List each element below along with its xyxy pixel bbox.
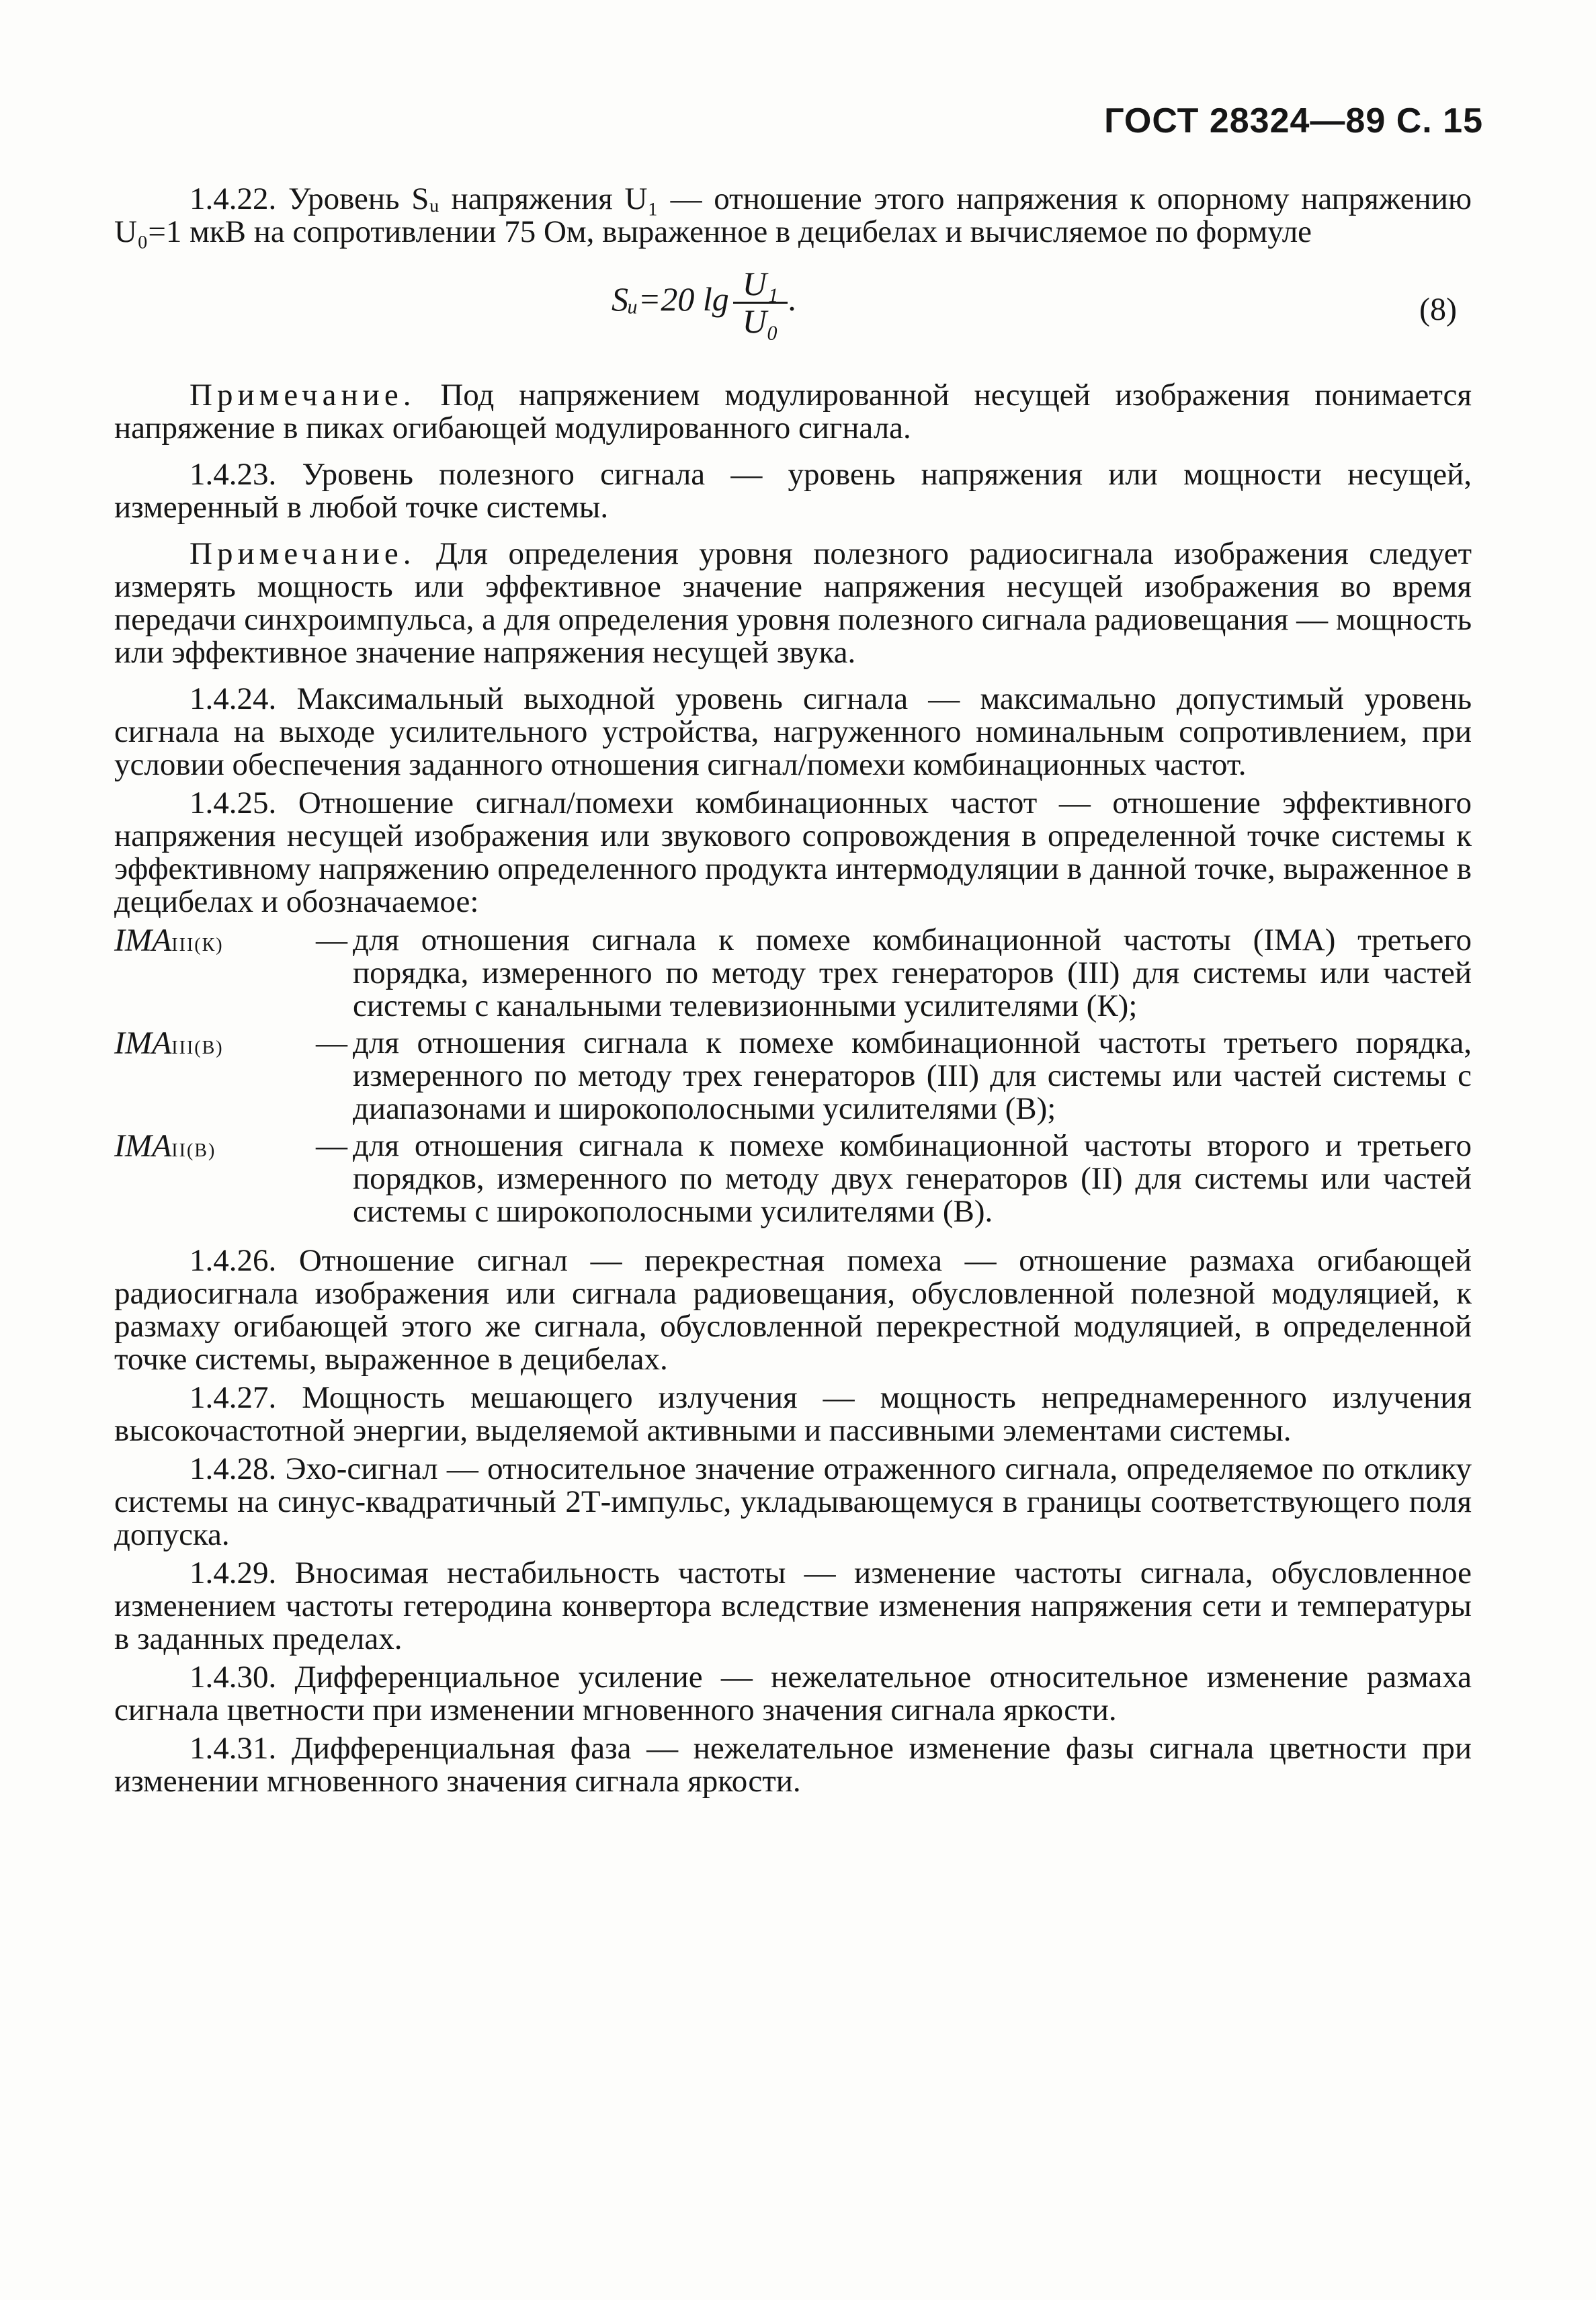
definition-list xyxy=(114,924,1472,1228)
clause-1-4-22: 1.4.22. Уровень Sᵤ напряжения U₁ — отношение этого напряжения к опорному напряжению U₀=1 мкВ на сопротивлении 75 Ом, выраженное в децибелах и вычисляемое по формуле xyxy=(114,181,1472,249)
definition-term-sub: III(К) xyxy=(171,935,224,955)
definition-item xyxy=(114,1130,1472,1228)
definition-text: для отношения сигнала к помехе комбинационной частоты (IMA) третьего порядка, измеренного по методу трех генераторов (III) для системы или частей системы с канальными телевизионными усилителями (К); xyxy=(353,923,1472,1023)
clause-1-4-31: 1.4.31. Дифференциальная фаза — нежелательное изменение фазы сигнала цветности при изменении мгновенного значения сигнала яркости. xyxy=(114,1731,1472,1799)
formula-8 xyxy=(114,262,1472,361)
clause-1-4-29: 1.4.29. Вносимая нестабильность частоты — изменение частоты сигнала, обусловленное изменением частоты гетеродина конвертора вследствие изменения напряжения сети и температуры в заданных пределах. xyxy=(114,1556,1472,1656)
definition-term-main: IMA xyxy=(114,923,172,958)
definition-term xyxy=(114,924,316,962)
note-2 xyxy=(114,538,1472,669)
formula-numerator: U₁ xyxy=(733,267,788,304)
formula-number: (8) xyxy=(1419,292,1457,327)
page-header: ГОСТ 28324—89 С. 15 xyxy=(1104,101,1483,140)
definition-dash: — xyxy=(316,1128,347,1163)
definition-term xyxy=(114,1027,316,1064)
formula-lhs: Sᵤ=20 lg xyxy=(612,280,729,318)
definition-dash: — xyxy=(316,923,347,957)
definition-text: для отношения сигнала к помехе комбинационной частоты второго и третьего порядков, измеренного по методу двух генераторов (II) для системы или частей системы с широкополосными усилителями (В). xyxy=(353,1128,1472,1229)
clause-1-4-28: 1.4.28. Эхо-сигнал — относительное значение отраженного сигнала, определяемое по отклику системы на синус-квадратичный 2Т-импульс, укладывающемуся в границы соответствующего поля допуска. xyxy=(114,1451,1472,1552)
definition-term-main: IMA xyxy=(114,1025,172,1061)
clause-1-4-25: 1.4.25. Отношение сигнал/помехи комбинационных частот — отношение эффективного напряжения несущей изображения или звукового сопровождения в определенной точке системы к эффективному напряжению определенного продукта интермодуляции в данной точке, выраженное в децибелах и обозначаемое: xyxy=(114,785,1472,919)
clause-1-4-24: 1.4.24. Максимальный выходной уровень сигнала — максимально допустимый уровень сигнала на выходе усилительного устройства, нагруженного номинальным сопротивлением, при условии обеспечения заданного отношения сигнал/помехи комбинационных частот. xyxy=(114,681,1472,782)
note-2-text: Для определения уровня полезного радиосигнала изображения следует измерять мощность или эффективное значение напряжения несущей изображения во время передачи синхроимпульса, а для определения уровня полезного сигнала радиовещания — мощность или эффективное значение напряжения несущей звука. xyxy=(114,536,1472,670)
note-1 xyxy=(114,379,1472,445)
formula-fraction xyxy=(733,267,788,338)
clause-1-4-30: 1.4.30. Дифференциальное усиление — нежелательное относительное изменение размаха сигнала цветности при изменении мгновенного значения сигнала яркости. xyxy=(114,1660,1472,1728)
definition-text: для отношения сигнала к помехе комбинационной частоты третьего порядка, измеренного по методу трех генераторов (III) для системы или частей системы с диапазонами и широкополосными усилителями (В); xyxy=(353,1025,1472,1126)
definition-item xyxy=(114,1027,1472,1125)
clause-1-4-23: 1.4.23. Уровень полезного сигнала — уровень напряжения или мощности несущей, измеренный в любой точке системы. xyxy=(114,457,1472,525)
note-2-label: Примечание. xyxy=(190,536,416,571)
clause-1-4-27: 1.4.27. Мощность мешающего излучения — мощность непреднамеренного излучения высокочастотной энергии, выделяемой активными и пассивными элементами системы. xyxy=(114,1380,1472,1448)
definition-term-main: IMA xyxy=(114,1128,172,1164)
page-content xyxy=(114,183,1472,1803)
definition-term-sub: II(В) xyxy=(171,1140,216,1161)
note-1-label: Примечание. xyxy=(190,378,416,413)
definition-term-sub: III(В) xyxy=(171,1037,224,1058)
clause-1-4-26: 1.4.26. Отношение сигнал — перекрестная помеха — отношение размаха огибающей радиосигнала изображения или сигнала радиовещания, обусловленной полезной модуляцией, к размаху огибающей этого же сигнала, обусловленной перекрестной модуляцией, в определенной точке системы, выраженное в децибелах. xyxy=(114,1243,1472,1377)
definition-term xyxy=(114,1130,316,1167)
formula-trailing: . xyxy=(788,280,796,318)
note-1-text: Под напряжением модулированной несущей изображения понимается напряжение в пиках огибающей модулированного сигнала. xyxy=(114,378,1472,445)
definition-dash: — xyxy=(316,1025,347,1060)
formula-expression xyxy=(612,267,796,338)
definition-item xyxy=(114,924,1472,1023)
formula-denominator: U₀ xyxy=(742,302,779,340)
